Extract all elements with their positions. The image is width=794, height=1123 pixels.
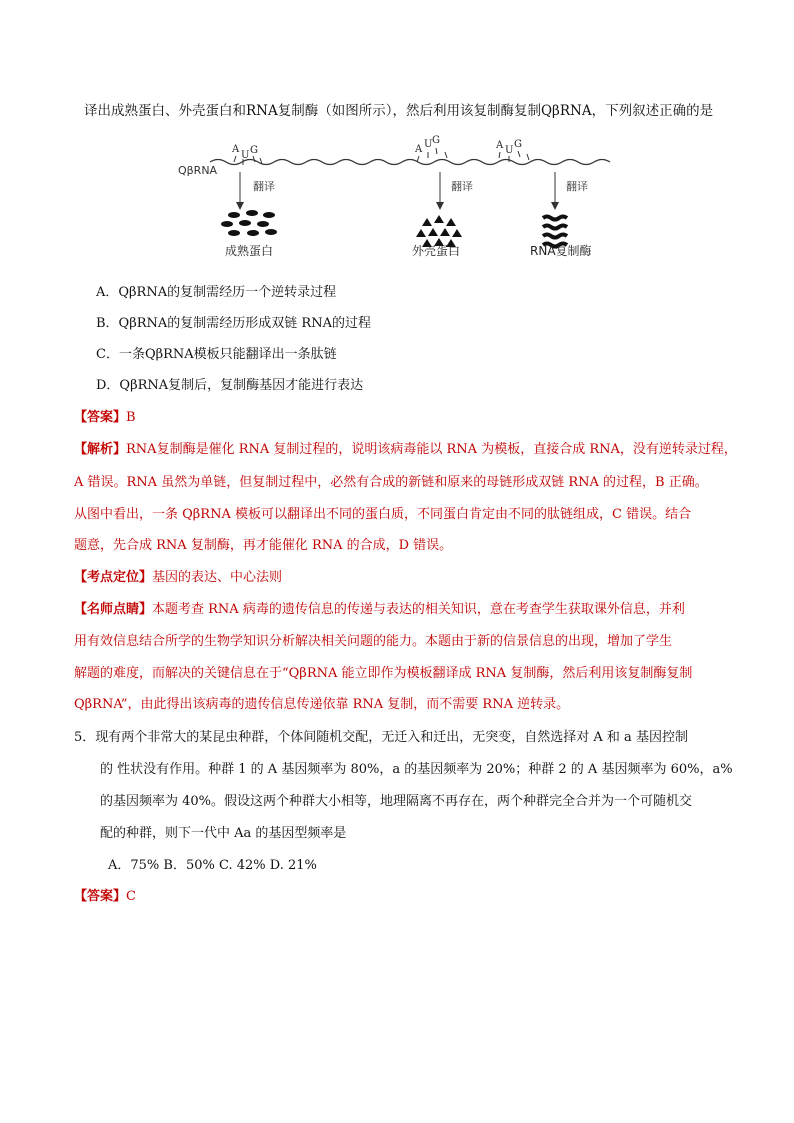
replicase-wavy-blocks bbox=[543, 217, 567, 247]
question-4-intro: 译出成熟蛋白、外壳蛋白和RNA复制酶（如图所示），然后利用该复制酶复制QβRNA，下列叙述正确的是 bbox=[84, 103, 714, 119]
option-a: A．QβRNA的复制需经历一个逆转录过程 bbox=[96, 285, 337, 300]
knowledge-point-text: 基因的表达、中心法则 bbox=[152, 570, 283, 585]
teacher-comment-line-3: 解题的难度，而解决的关键信息在于“QβRNA 能立即作为模板翻译成 RNA 复制酶，然后利用该复制酶复制 bbox=[74, 666, 693, 681]
rna-label: QβRNA bbox=[178, 164, 218, 177]
codon-a: A bbox=[232, 144, 240, 155]
teacher-comment-text: 本题考查 RNA 病毒的遗传信息的传递与表达的相关知识，意在考查学生获取课外信息，并利 bbox=[152, 602, 685, 617]
protein-label-coat: 外壳蛋白 bbox=[412, 244, 461, 258]
analysis-tag: 【解析】 bbox=[74, 442, 127, 457]
analysis-line-1 bbox=[74, 442, 737, 458]
analysis-line-4: 题意，先合成 RNA 复制酶，再才能催化 RNA 的合成，D 错误。 bbox=[74, 538, 453, 553]
codon-u: U bbox=[241, 150, 250, 161]
question-5-line-2: 的 性状没有作用。种群 1 的 A 基因频率为 80%，a 的基因频率为 20%；种群 2 的 A 基因频率为 60%，a% bbox=[100, 762, 733, 777]
protein-label-replicase: RNA复制酶 bbox=[530, 244, 592, 258]
option-d: D．QβRNA复制后，复制酶基因才能进行表达 bbox=[96, 378, 364, 393]
codon-u: U bbox=[505, 145, 514, 156]
answer-tag: 【答案】 bbox=[74, 889, 127, 904]
teacher-comment-line-2: 用有效信息结合所学的生物学知识分析解决相关问题的能力。本题由于新的信景信息的出现，增加了学生 bbox=[74, 634, 673, 649]
analysis-line-3: 从图中看出，一条 QβRNA 模板可以翻译出不同的蛋白质，不同蛋白肯定由不同的肽链组成，C 错误。结合 bbox=[74, 507, 692, 522]
codon-g: G bbox=[250, 145, 258, 156]
start-codon-3 bbox=[495, 139, 529, 162]
teacher-comment-tag: 【名师点睛】 bbox=[74, 602, 153, 617]
rna-strand bbox=[210, 160, 610, 165]
codon-a: A bbox=[496, 140, 504, 151]
answer-tag: 【答案】 bbox=[74, 410, 127, 425]
codon-g: G bbox=[514, 139, 522, 150]
knowledge-point-tag: 【考点定位】 bbox=[74, 570, 153, 585]
codon-g: G bbox=[432, 135, 440, 146]
question-5-options: A．75% B．50% C. 42% D. 21% bbox=[108, 858, 317, 873]
analysis-line-2: A 错误。RNA 虽然为单链，但复制过程中，必然有合成的新链和原来的母链形成双链 RNA 的过程，B 正确。 bbox=[74, 475, 708, 490]
teacher-comment-line-4: QβRNA”，由此得出该病毒的遗传信息传递依靠 RNA 复制，而不需要 RNA 逆转录。 bbox=[74, 697, 570, 712]
question-5-line-1: 5．现有两个非常大的某昆虫种群，个体间随机交配，无迁入和迁出，无突变，自然选择对 A 和 a 基因控制 bbox=[74, 730, 688, 745]
protein-label-mature: 成熟蛋白 bbox=[225, 244, 274, 258]
codon-a: A bbox=[415, 144, 423, 155]
qbeta-rna-translation-figure bbox=[170, 134, 630, 264]
answer-line-q5 bbox=[74, 889, 136, 905]
arrow-label: 翻译 bbox=[253, 180, 275, 193]
codon-u: U bbox=[424, 139, 433, 150]
answer-value: C bbox=[126, 889, 136, 904]
coat-protein-triangles bbox=[416, 215, 462, 247]
option-b: B．QβRNA的复制需经历形成双链 RNA的过程 bbox=[96, 316, 371, 331]
question-5-line-3: 的基因频率为 40%。假设这两个种群大小相等，地理隔离不再存在，两个种群完全合并为一个可随机交 bbox=[100, 794, 693, 809]
question-5-line-4: 配的种群，则下一代中 Aa 的基因型频率是 bbox=[100, 826, 347, 841]
analysis-text: RNA复制酶是催化 RNA 复制过程的，说明该病毒能以 RNA 为模板，直接合成 RNA，没有逆转录过程， bbox=[126, 442, 737, 457]
mature-protein-ellipses bbox=[221, 210, 277, 236]
arrow-translate-3 bbox=[551, 172, 588, 210]
option-c: C．一条QβRNA模板只能翻译出一条肽链 bbox=[96, 347, 337, 362]
answer-line-q4 bbox=[74, 410, 136, 426]
teacher-comment-line-1 bbox=[74, 602, 685, 618]
start-codon-2 bbox=[414, 135, 447, 162]
arrow-label: 翻译 bbox=[566, 180, 588, 193]
answer-value: B bbox=[126, 410, 136, 425]
arrow-translate-2 bbox=[436, 172, 473, 210]
arrow-translate-1 bbox=[236, 172, 275, 210]
knowledge-point-line bbox=[74, 570, 282, 586]
arrow-label: 翻译 bbox=[451, 180, 473, 193]
